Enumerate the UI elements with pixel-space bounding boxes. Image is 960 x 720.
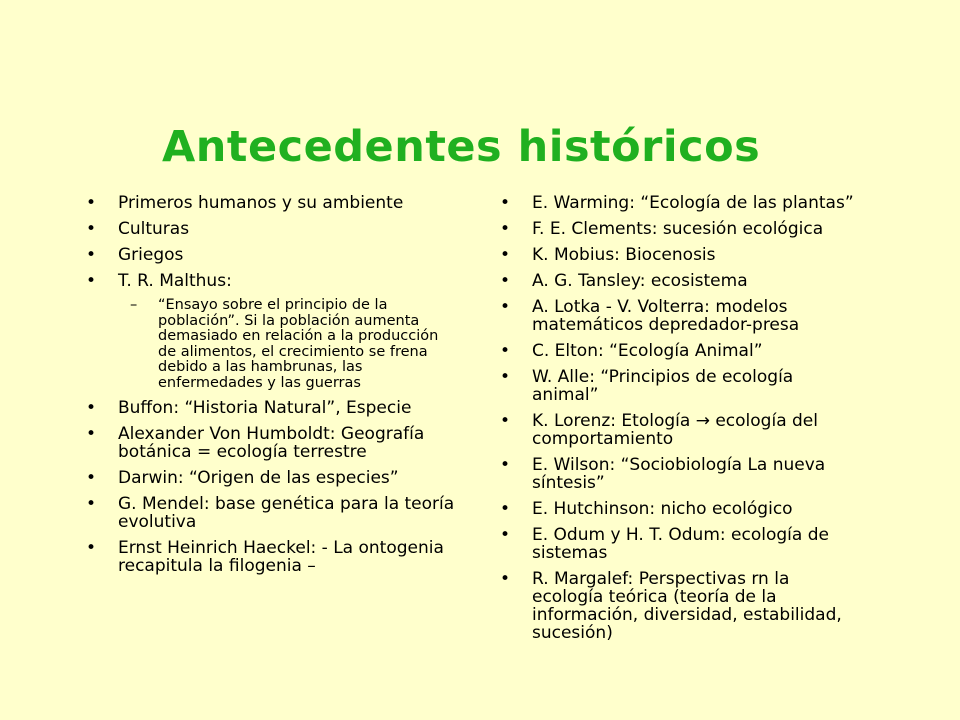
- bullet-icon: •: [500, 367, 511, 387]
- list-item: [500, 570, 860, 642]
- list-item-text: E. Warming: “Ecología de las plantas”: [532, 193, 854, 213]
- list-item: [86, 469, 458, 487]
- list-item-text: W. Alle: “Principios de ecología animal”: [532, 367, 794, 405]
- list-item-text: E. Hutchinson: nicho ecológico: [532, 499, 793, 519]
- list-item: [500, 272, 860, 290]
- list-item-text: C. Elton: “Ecología Animal”: [532, 341, 763, 361]
- list-item-text: K. Mobius: Biocenosis: [532, 245, 716, 265]
- bullet-icon: •: [500, 271, 511, 291]
- bullet-icon: •: [500, 219, 511, 239]
- bullet-icon: •: [86, 494, 97, 514]
- list-item: [500, 412, 860, 448]
- list-item-text: R. Margalef: Perspectivas rn la ecología teórica (teoría de la información, diversidad, estabilidad, sucesión): [532, 569, 842, 643]
- list-item: [500, 456, 860, 492]
- list-item: [86, 220, 458, 238]
- list-item-text: A. G. Tansley: ecosistema: [532, 271, 748, 291]
- list-item: [86, 194, 458, 212]
- list-item: [500, 526, 860, 562]
- list-item: [86, 399, 458, 417]
- list-item: [500, 246, 860, 264]
- list-item-text: Buffon: “Historia Natural”, Especie: [118, 398, 412, 418]
- right-bullet-list: [500, 194, 860, 650]
- list-item-text: A. Lotka - V. Volterra: modelos matemáticos depredador-presa: [532, 297, 800, 335]
- list-item-text: Alexander Von Humboldt: Geografía botánica = ecología terrestre: [118, 424, 425, 462]
- list-item: [86, 246, 458, 264]
- bullet-icon: •: [86, 193, 97, 213]
- list-item-text: E. Wilson: “Sociobiología La nueva síntesis”: [532, 455, 826, 493]
- slide-title: Antecedentes históricos: [162, 122, 761, 172]
- sub-list-item: [86, 298, 458, 391]
- list-item-text: G. Mendel: base genética para la teoría evolutiva: [118, 494, 455, 532]
- list-item: [86, 425, 458, 461]
- bullet-icon: •: [500, 411, 511, 431]
- bullet-icon: •: [86, 424, 97, 444]
- dash-icon: –: [130, 297, 138, 313]
- list-item: [86, 272, 458, 290]
- bullet-icon: •: [500, 341, 511, 361]
- bullet-icon: •: [86, 398, 97, 418]
- bullet-icon: •: [500, 245, 511, 265]
- list-item-text: E. Odum y H. T. Odum: ecología de sistemas: [532, 525, 829, 563]
- left-bullet-list: [86, 194, 458, 583]
- bullet-icon: •: [500, 569, 511, 589]
- list-item-text: T. R. Malthus:: [118, 271, 232, 291]
- list-item-text: K. Lorenz: Etología → ecología del comportamiento: [532, 411, 818, 449]
- list-item-text: Darwin: “Origen de las especies”: [118, 468, 399, 488]
- bullet-icon: •: [500, 297, 511, 317]
- bullet-icon: •: [500, 455, 511, 475]
- list-item: [500, 368, 860, 404]
- bullet-icon: •: [86, 271, 97, 291]
- list-item-text: Ernst Heinrich Haeckel: - La ontogenia recapitula la filogenia –: [118, 538, 444, 576]
- bullet-icon: •: [500, 525, 511, 545]
- sub-item-text: “Ensayo sobre el principio de la población”. Si la población aumenta demasiado en relación a la producción de alimentos, el crecimiento se frena debido a las hambrunas, las enfermedades y las guerras: [158, 297, 439, 391]
- bullet-icon: •: [86, 219, 97, 239]
- list-item: [500, 298, 860, 334]
- bullet-icon: •: [500, 499, 511, 519]
- bullet-icon: •: [500, 193, 511, 213]
- list-item-text: F. E. Clements: sucesión ecológica: [532, 219, 824, 239]
- list-item: [500, 220, 860, 238]
- bullet-icon: •: [86, 245, 97, 265]
- bullet-icon: •: [86, 468, 97, 488]
- list-item-text: Culturas: [118, 219, 190, 239]
- list-item: [500, 500, 860, 518]
- list-item: [86, 495, 458, 531]
- list-item: [500, 194, 860, 212]
- list-item-text: Primeros humanos y su ambiente: [118, 193, 404, 213]
- bullet-icon: •: [86, 538, 97, 558]
- list-item: [500, 342, 860, 360]
- list-item: [86, 539, 458, 575]
- list-item-text: Griegos: [118, 245, 184, 265]
